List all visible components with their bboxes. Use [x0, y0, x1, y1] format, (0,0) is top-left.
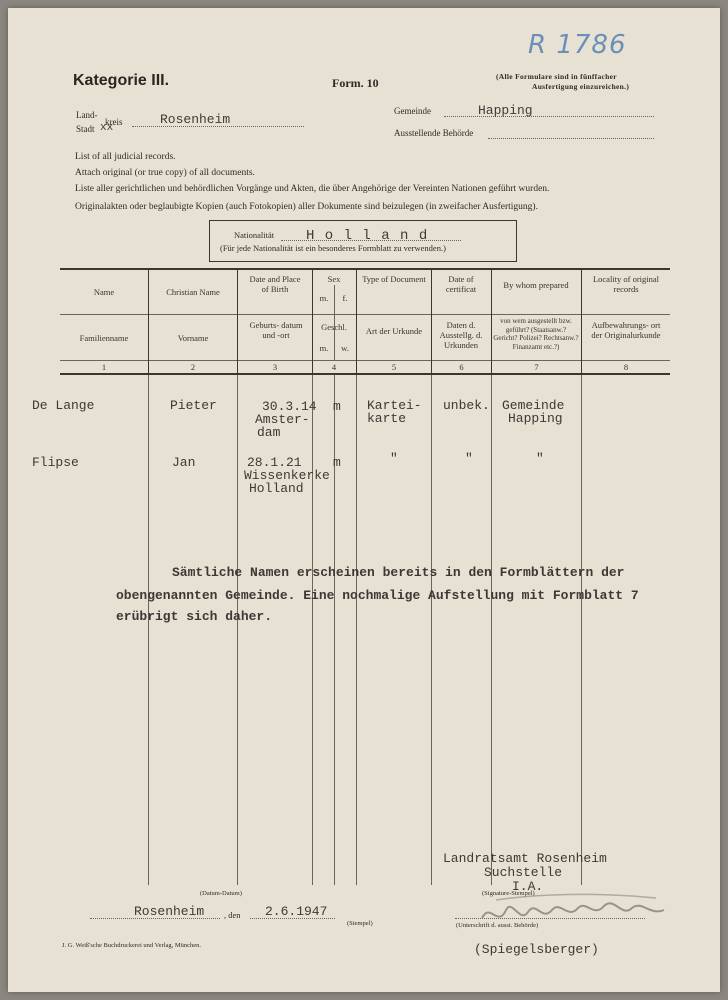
- place-value: Rosenheim: [134, 904, 205, 919]
- behoerde-line: [488, 138, 654, 139]
- landkreis-value: Rosenheim: [160, 112, 231, 127]
- col-line-1: [148, 268, 149, 375]
- row1-date: unbek.: [443, 398, 490, 413]
- row1-christian: Pieter: [170, 398, 217, 413]
- body-col-line-4: [356, 375, 357, 885]
- row1-sex: m: [333, 399, 341, 414]
- col-name-de: Familienname: [79, 333, 129, 343]
- nationality-note: (Für jede Nationalität ist ein besonderes Formblatt zu verwenden.): [220, 243, 446, 253]
- table-number-divider: [60, 360, 670, 361]
- row1-birth-date: 30.3.14: [262, 399, 317, 414]
- col-num-3: 3: [272, 362, 278, 372]
- body-col-line-3: [312, 375, 313, 885]
- table-header-bottom: [60, 373, 670, 375]
- instruction-2: Attach original (or true copy) of all documents.: [75, 168, 255, 178]
- nationality-value: H o l l a n d: [306, 228, 429, 244]
- instruction-3: Liste aller gerichtlichen und behördlichen Vorgänge und Akten, die über Angehörige der Vereinten Nationen geführt wurden.: [75, 184, 550, 194]
- col-num-5: 5: [391, 362, 397, 372]
- nationality-label: Nationalität: [234, 230, 275, 240]
- col-num-1: 1: [101, 362, 107, 372]
- row2-birth-place1: Wissenkerke: [244, 468, 330, 483]
- col-doc-en: Type of Document: [362, 274, 426, 284]
- form-number: Form. 10: [332, 76, 379, 90]
- row1-doc2: karte: [367, 411, 407, 426]
- stadt-label: Stadt: [76, 124, 95, 134]
- col-line-6: [491, 268, 492, 375]
- col-num-7: 7: [534, 362, 539, 372]
- col-date-en: Date of certificat: [445, 274, 477, 294]
- col-sex-f-en: f.: [342, 293, 348, 303]
- col-num-4: 4: [331, 362, 337, 372]
- body-col-line-3b: [334, 375, 335, 885]
- col-num-2: 2: [190, 362, 196, 372]
- row2-doc: ": [390, 451, 398, 466]
- col-num-6: 6: [459, 362, 464, 372]
- col-date-de: Daten d. Ausstellg. d. Urkunden: [439, 320, 483, 350]
- office-line-2: Suchstelle: [484, 865, 563, 880]
- handwritten-signature: [476, 888, 676, 938]
- row2-birth-place2: Holland: [249, 481, 304, 496]
- behoerde-label: Ausstellende Behörde: [394, 128, 474, 138]
- datum-label: (Datum-Datum): [200, 890, 242, 897]
- row2-birth-date: 28.1.21: [247, 455, 302, 470]
- instruction-4: Originalakten oder beglaubigte Kopien (auch Fotokopien) aller Dokumente sind beizulegen (in zweifacher Ausfertigung).: [75, 202, 538, 212]
- row1-name: De Lange: [32, 398, 95, 413]
- col-by-de: von wem ausgestellt bzw. geführt? (Staatsanw.? Gericht? Polizei? Rechtsanw.? Finanzamt etc.?): [493, 317, 579, 351]
- row2-by: ": [536, 451, 544, 466]
- col-line-7: [581, 268, 582, 375]
- col-line-4: [356, 268, 357, 375]
- body-col-line-7: [581, 375, 582, 885]
- unterschrift-label: (Unterschrift d. ausst. Behörde): [456, 922, 539, 929]
- printer-imprint: J. G. Weiß'sche Buchdruckerei und Verlag, München.: [62, 942, 202, 949]
- body-col-line-5: [431, 375, 432, 885]
- col-line-2: [237, 268, 238, 375]
- row2-christian: Jan: [172, 455, 196, 470]
- row1-birth-place2: dam: [257, 425, 281, 440]
- row2-sex: m: [333, 455, 341, 470]
- col-line-5: [431, 268, 432, 375]
- col-sex-de: Geschl.: [321, 322, 347, 332]
- table-header-divider: [60, 314, 670, 315]
- office-line-3: I.A.: [512, 879, 544, 894]
- category-title: Kategorie III.: [73, 72, 170, 89]
- gemeinde-line: [444, 116, 654, 117]
- col-sex-en: Sex: [327, 274, 341, 284]
- col-sex-m-en: m.: [319, 293, 329, 303]
- col-num-8: 8: [623, 362, 629, 372]
- stempel2-label: (Stempel): [347, 920, 373, 927]
- row2-name: Flipse: [32, 455, 79, 470]
- gemeinde-label: Gemeinde: [394, 106, 431, 116]
- gemeinde-value: Happing: [478, 103, 533, 118]
- row1-doc1: Kartei-: [367, 398, 422, 413]
- body-col-line-6: [491, 375, 492, 885]
- kreis-label: kreis: [105, 117, 123, 127]
- body-col-line-1: [148, 375, 149, 885]
- col-christian-en: Christian Name: [166, 287, 220, 297]
- col-birth-en: Date and Place of Birth: [249, 274, 301, 294]
- remark-line-2: obengenannten Gemeinde. Eine nochmalige Aufstellung mit Formblatt 7: [116, 588, 639, 603]
- den-label: , den: [224, 910, 241, 920]
- col-locality-de: Aufbewahrungs- ort der Originalurkunde: [591, 320, 661, 340]
- row1-by2: Happing: [508, 411, 563, 426]
- form-note-line2: Ausfertigung einzureichen.): [532, 82, 630, 91]
- row1-birth-place1: Amster-: [255, 412, 310, 427]
- stempel-label: (Signature-Stempel): [482, 890, 535, 897]
- signer-name: (Spiegelsberger): [474, 942, 599, 957]
- land-label: Land-: [76, 110, 98, 120]
- col-by-en: By whom prepared: [503, 280, 569, 290]
- col-locality-en: Locality of original records: [592, 274, 660, 294]
- body-col-line-2: [237, 375, 238, 885]
- handwritten-reference-number: R 1786: [528, 30, 627, 60]
- stadt-strikeout: xx: [100, 122, 114, 134]
- table-top-border: [60, 268, 670, 270]
- row2-date: ": [465, 451, 473, 466]
- col-sex-w-de: w.: [341, 343, 349, 353]
- remark-line-1: Sämtliche Namen erscheinen bereits in den Formblättern der: [172, 565, 625, 580]
- row1-by1: Gemeinde: [502, 398, 565, 413]
- date-value: 2.6.1947: [265, 904, 328, 919]
- form-note-line1: (Alle Formulare sind in fünffacher: [496, 72, 617, 81]
- col-christian-de: Vorname: [177, 333, 209, 343]
- instruction-1: List of all judicial records.: [75, 152, 176, 162]
- office-line-1: Landratsamt Rosenheim: [443, 851, 607, 866]
- col-sex-m-de: m.: [319, 343, 329, 353]
- col-name-en: Name: [93, 287, 115, 297]
- remark-line-3: erübrigt sich daher.: [116, 609, 273, 624]
- col-doc-de: Art der Urkunde: [365, 326, 423, 336]
- col-birth-de: Geburts- datum und -ort: [249, 320, 303, 340]
